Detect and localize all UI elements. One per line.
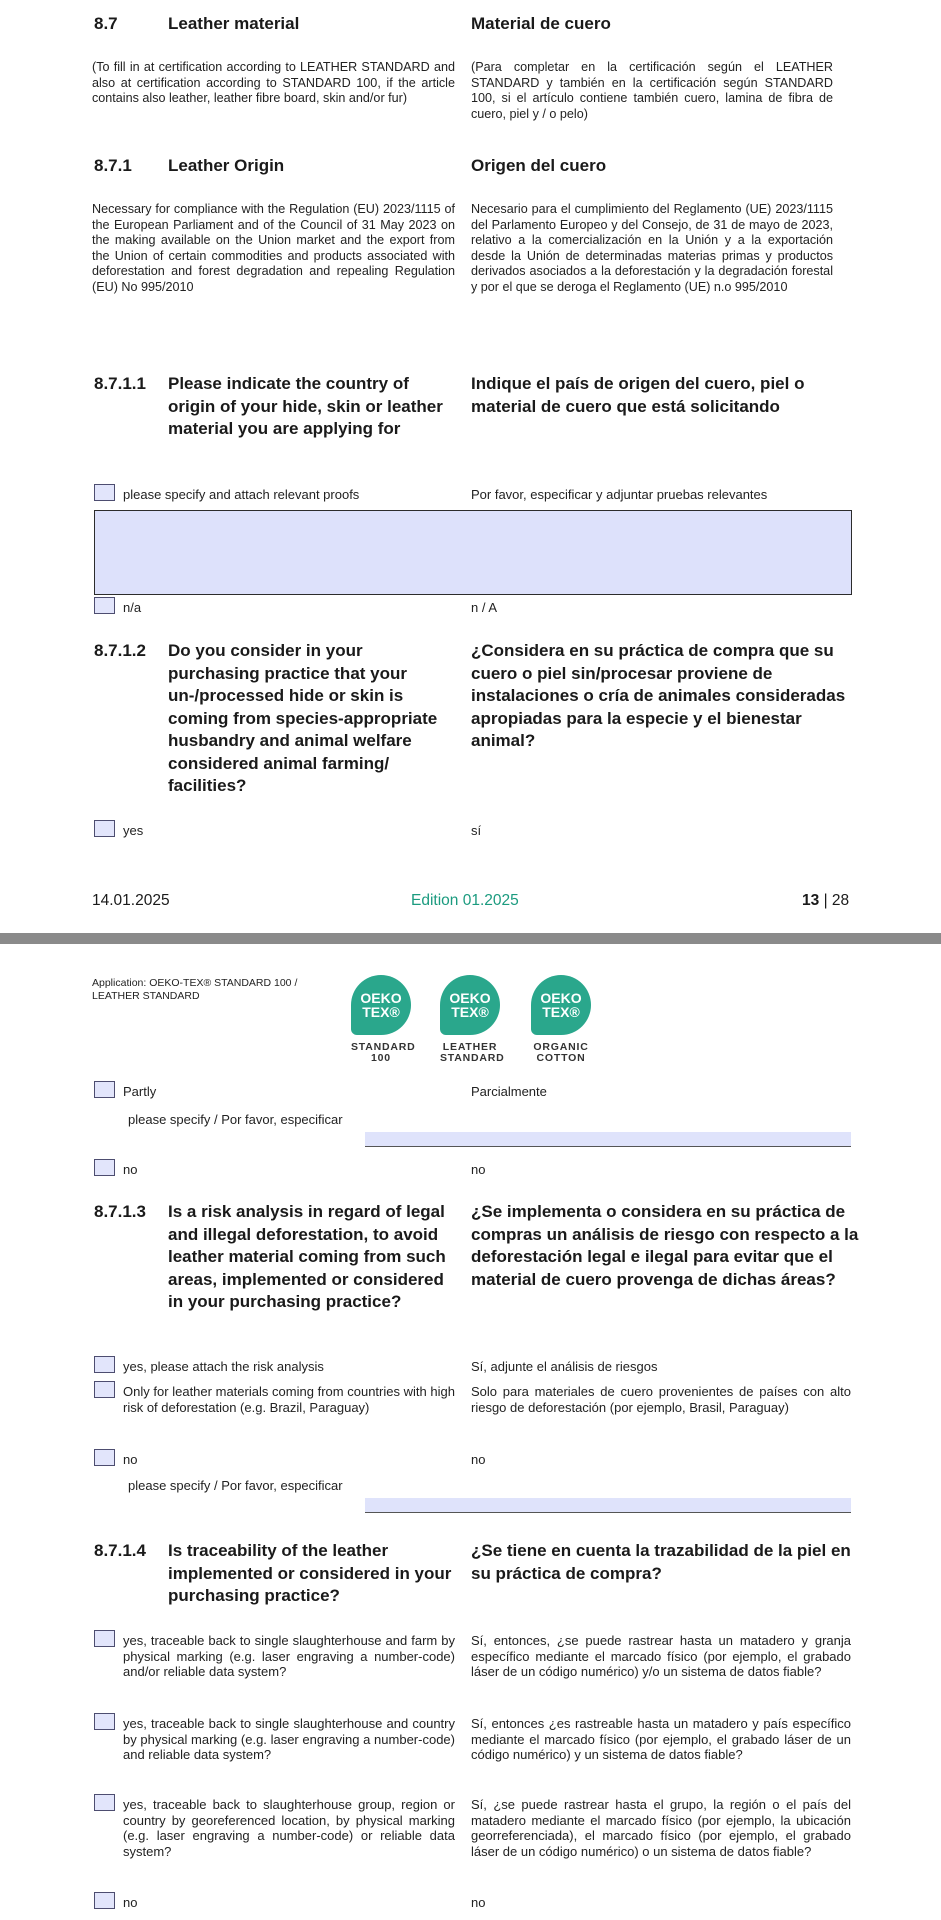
oeko-tex-leather-standard-logo — [440, 975, 505, 1064]
option-label-es: Sí, ¿se puede rastrear hasta el grupo, la región o el país del matadero mediante el marcado físico (por ejemplo, la ubicación georreferenciada), el marcado físico (por ejemplo, el grabado láser de un código numérico) o un sistema de datos fiable? — [471, 1797, 851, 1859]
section-text-es: Necesario para el cumplimiento del Reglamento (UE) 2023/1115 del Parlamento Europeo y del Consejo, de 31 de mayo de 2023, relativo a la comercialización en la Unión y a la exportación desde la Unión de determinadas materias primas y productos derivados asociados a la deforestación y la degradación forestal y por el que se deroga el Reglamento (UE) n.o 995/2010 — [471, 202, 833, 294]
question-number: 8.7.1.4 — [94, 1541, 146, 1560]
section-text-en: (To fill in at certification according to LEATHER STANDARD and also at certification according to STANDARD 100, if the article contains also leather, leather fibre board, skin and/or fur) — [92, 60, 455, 106]
section-title-es: Origen del cuero — [471, 156, 607, 175]
option-label-en: yes, please attach the risk analysis — [123, 1359, 324, 1374]
option-label-en: Partly — [123, 1084, 157, 1099]
option-label-en: please specify and attach relevant proofs — [123, 487, 360, 502]
na-checkbox[interactable] — [94, 597, 115, 614]
question-text-es: ¿Se implementa o considera en su práctica de compras un análisis de riesgo con respecto a la deforestación legal e ilegal para evitar que el material de cuero provenga de dichas áreas? — [471, 1202, 859, 1289]
question-text-es: Indique el país de origen del cuero, piel o material de cuero que está solicitando — [471, 374, 805, 416]
option-label-es: no — [471, 1162, 486, 1177]
logo-text: OEKO — [449, 990, 491, 1006]
section-title-en: Leather Origin — [168, 156, 285, 175]
option-label-en: yes, traceable back to single slaughterhouse and farm by physical marking (e.g. laser engraving a number-code) and/or reliable data system? — [123, 1633, 455, 1680]
logo-caption: STANDARD — [351, 1041, 416, 1053]
option-label-en: yes — [123, 823, 144, 838]
option-label-es: Sí, entonces ¿es rastreable hasta un matadero y país específico mediante el marcado físico (por ejemplo, el grabado láser de un código numérico) y un sistema de datos fiable? — [471, 1716, 851, 1763]
question-text-en: Is traceability of the leather implemented or considered in your purchasing practice? — [168, 1541, 452, 1605]
page-separator — [0, 933, 941, 944]
traceable-group-checkbox[interactable] — [94, 1794, 115, 1811]
footer-edition: Edition 01.2025 — [411, 892, 519, 909]
logo-text: TEX® — [362, 1004, 400, 1020]
yes-risk-analysis-checkbox[interactable] — [94, 1356, 115, 1373]
question-text-en: Is a risk analysis in regard of legal and illegal deforestation, to avoid leather material coming from such areas, implemented or considered in your purchasing practice? — [168, 1202, 446, 1311]
no-checkbox[interactable] — [94, 1449, 115, 1466]
no-checkbox[interactable] — [94, 1159, 115, 1176]
option-label-en: yes, traceable back to single slaughterhouse and country by physical marking (e.g. laser engraving a number-code) and reliable data system? — [123, 1716, 455, 1763]
option-label-en: no — [123, 1452, 138, 1467]
option-label-es: Sí, entonces, ¿se puede rastrear hasta un matadero y granja específico mediante el marcado físico (por ejemplo, el grabado láser de un código numérico) y/o un sistema de datos fiable? — [471, 1633, 851, 1680]
footer-date: 14.01.2025 — [92, 892, 170, 909]
option-label-es: Por favor, especificar y adjuntar pruebas relevantes — [471, 487, 768, 502]
logo-caption: COTTON — [536, 1052, 586, 1064]
option-label-es: Parcialmente — [471, 1084, 547, 1099]
question-number: 8.7.1.3 — [94, 1202, 146, 1221]
question-text-en: Do you consider in your purchasing practice that your un-/processed hide or skin is coming from species-appropriate husbandry and animal welfare considered animal farming/ facilities? — [168, 641, 438, 795]
question-number: 8.7.1.2 — [94, 641, 146, 660]
page-number-total: | 28 — [823, 892, 850, 909]
yes-checkbox[interactable] — [94, 820, 115, 837]
question-number: 8.7.1.1 — [94, 374, 146, 393]
section-title-es: Material de cuero — [471, 14, 611, 33]
option-label-en: yes, traceable back to slaughterhouse group, region or country by georeferenced location, by physical marking (e.g. laser engraving a number-code) or reliable data system? — [123, 1797, 455, 1859]
option-label-es: sí — [471, 823, 482, 838]
logo-text: TEX® — [451, 1004, 489, 1020]
page-number-current: 13 — [802, 892, 820, 909]
question-text-en: Please indicate the country of origin of your hide, skin or leather material you are applying for — [168, 374, 443, 438]
option-label-es: n / A — [471, 600, 498, 615]
document-page-13 — [0, 0, 941, 933]
specify-label: please specify / Por favor, especificar — [128, 1112, 343, 1127]
traceable-farm-checkbox[interactable] — [94, 1630, 115, 1647]
logo-text: OEKO — [360, 990, 402, 1006]
section-title-en: Leather material — [168, 14, 300, 33]
section-text-es: (Para completar en la certificación según el LEATHER STANDARD y también en la certificación según STANDARD 100, si el artículo contiene también cuero, lamina de fibra de cuero, piel y / o pelo) — [471, 60, 833, 121]
application-label: Application: OEKO-TEX® STANDARD 100 / LEATHER STANDARD — [92, 977, 298, 1002]
logo-text: OEKO — [540, 990, 582, 1006]
oeko-tex-organic-cotton-logo — [531, 975, 591, 1064]
footer-page-number — [802, 892, 849, 910]
question-text-es: ¿Considera en su práctica de compra que su cuero o piel sin/procesar proviene de instalaciones o cría de animales consideradas apropiadas para la especie y el bienestar animal? — [471, 641, 846, 750]
logo-caption: 100 — [371, 1052, 391, 1064]
partly-checkbox[interactable] — [94, 1081, 115, 1098]
logo-caption: LEATHER — [442, 1041, 498, 1053]
section-number: 8.7 — [94, 14, 118, 33]
oeko-tex-standard-100-logo — [351, 975, 416, 1064]
logo-caption: ORGANIC — [533, 1041, 589, 1053]
specify-checkbox[interactable] — [94, 484, 115, 501]
risk-specify-field[interactable] — [365, 1498, 851, 1513]
option-label-en: no — [123, 1162, 138, 1177]
section-text-en: Necessary for compliance with the Regulation (EU) 2023/1115 of the European Parliament and of the Council of 31 May 2023 on the making available on the Union market and the export from the Union of certain commodities and products associated with deforestation and forest degradation and repealing Regulation (EU) No 995/2010 — [92, 202, 455, 294]
specify-label: please specify / Por favor, especificar — [128, 1478, 343, 1493]
partly-specify-field[interactable] — [365, 1132, 851, 1147]
option-label-es: Sí, adjunte el análisis de riesgos — [471, 1359, 658, 1374]
option-label-es: no — [471, 1895, 486, 1910]
high-risk-countries-checkbox[interactable] — [94, 1381, 115, 1398]
no-checkbox[interactable] — [94, 1892, 115, 1909]
option-label-en: no — [123, 1895, 138, 1910]
logo-caption: STANDARD — [440, 1052, 505, 1064]
document-page-14 — [0, 944, 941, 1920]
country-of-origin-textarea[interactable] — [94, 510, 852, 595]
option-label-es: Solo para materiales de cuero provenientes de países con alto riesgo de deforestación (por ejemplo, Brasil, Paraguay) — [471, 1384, 851, 1415]
question-text-es: ¿Se tiene en cuenta la trazabilidad de la piel en su práctica de compra? — [471, 1541, 851, 1583]
section-number: 8.7.1 — [94, 156, 132, 175]
logo-text: TEX® — [542, 1004, 580, 1020]
option-label-es: no — [471, 1452, 486, 1467]
option-label-en: Only for leather materials coming from countries with high risk of deforestation (e.g. Brazil, Paraguay) — [123, 1384, 455, 1415]
traceable-country-checkbox[interactable] — [94, 1713, 115, 1730]
option-label-en: n/a — [123, 600, 142, 615]
